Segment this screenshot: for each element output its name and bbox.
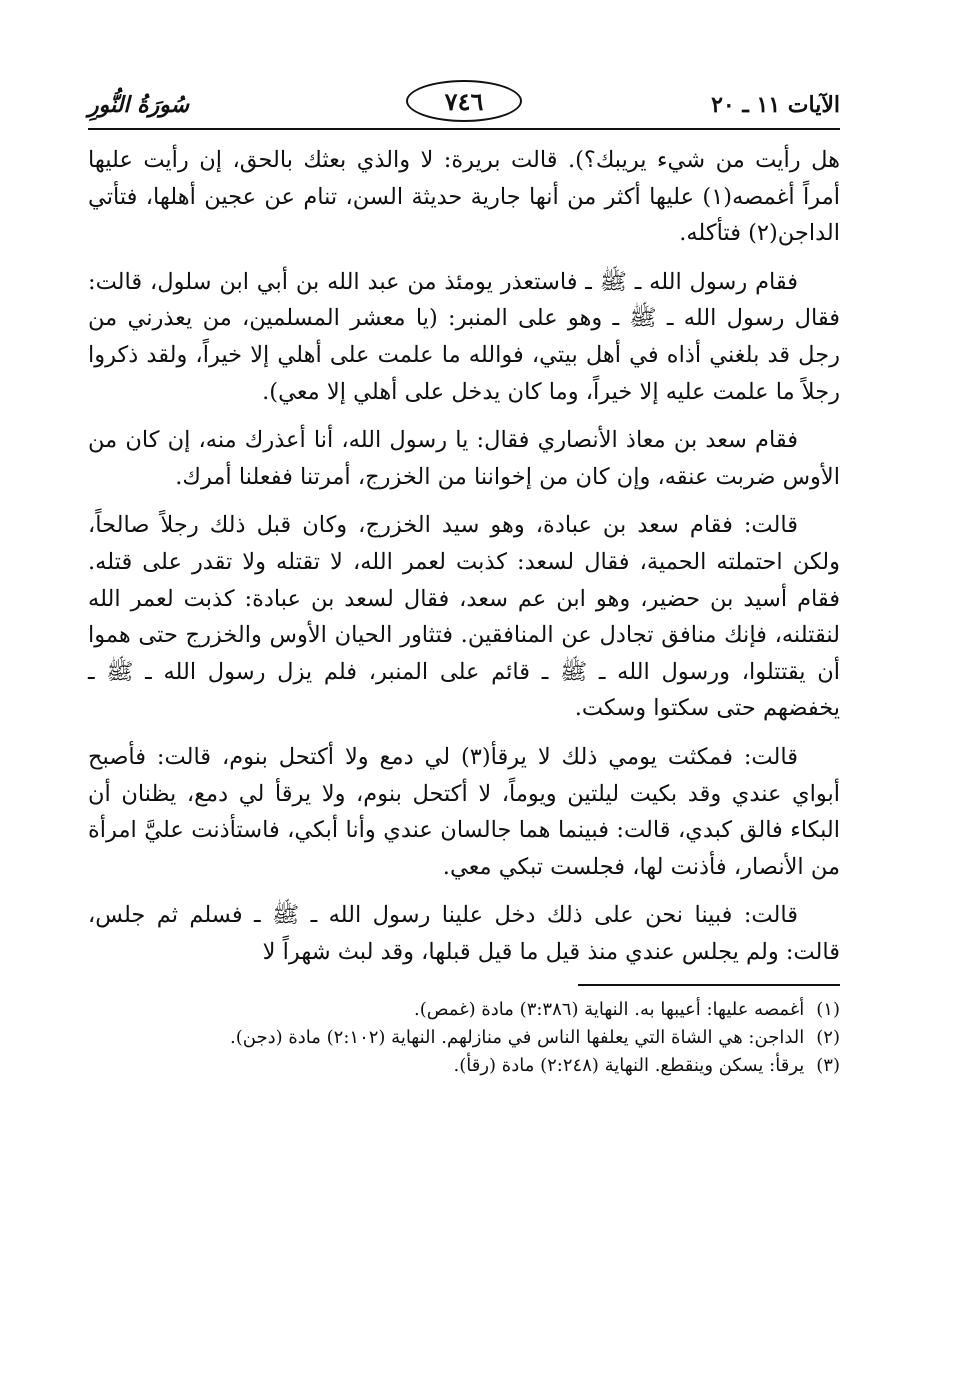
page-number-badge: ٧٤٦: [406, 80, 522, 122]
paragraph: فقام رسول الله ـ ﷺ ـ فاستعذر يومئذ من عبد الله بن أبي ابن سلول، قالت: فقال رسول الله ـ ﷺ ـ وهو على المنبر: (يا معشر المسلمين، من يعذرني من رجل قد بلغني أذاه في أهل بيتي، فوالله ما علمت على أهلي إلا خيراً، ولقد ذكروا رجلاً ما علمت عليه إلا خيراً، وما كان يدخل على أهلي إلا معي).: [88, 268, 840, 405]
footnote-item: [88, 1024, 840, 1052]
footnote-number: (٢): [816, 1027, 840, 1049]
paragraph: هل رأيت من شيء يريبك؟). قالت بريرة: لا والذي بعثك بالحق، إن رأيت عليها أمراً أغمصه(١) عليها أكثر من أنها جارية حديثة السن، تنام عن عجين أهلها، فتأتي الداجن(٢) فتأكله.: [88, 147, 841, 247]
book-page: [88, 78, 840, 1318]
surah-title: سُورَةُ النُّورِ: [88, 92, 190, 118]
footnote-item: [88, 1052, 840, 1080]
footnote-number: (٣): [816, 1055, 840, 1077]
footnote-number: (١): [816, 999, 840, 1021]
footnote-text: أغمصه عليها: أعيبها به. النهاية (٣:٣٨٦) مادة (غمص).: [414, 999, 805, 1021]
paragraph: قالت: فقام سعد بن عبادة، وهو سيد الخزرج، وكان قبل ذلك رجلاً صالحاً، ولكن احتملته الحمية، فقال لسعد: كذبت لعمر الله، لا تقتله ولا تقدر على قتله. فقام أسيد بن حضير، وهو ابن عم سعد، فقال لسعد بن عبادة: كذبت لعمر الله لنقتلنه، فإنك منافق تجادل عن المنافقين. فتثاور الحيان الأوس والخزرج حتى هموا أن يقتتلوا، ورسول الله ـ ﷺ ـ قائم على المنبر، فلم يزل رسول الله ـ ﷺ ـ يخفضهم حتى سكتوا وسكت.: [88, 512, 840, 722]
footnote-text: يرقأ: يسكن وينقطع. النهاية (٢:٢٤٨) مادة (رقأ).: [453, 1055, 805, 1077]
footnotes: [88, 996, 840, 1080]
main-text: [88, 142, 840, 970]
paragraph: فقام سعد بن معاذ الأنصاري فقال: يا رسول الله، أنا أعذرك منه، إن كان من الأوس ضربت عنقه، وإن كان من إخواننا من الخزرج، أمرتنا ففعلنا أمرك.: [88, 427, 840, 490]
footnote-separator: [578, 984, 840, 986]
page-header: [88, 78, 840, 130]
verses-range: الآيات ١١ ـ ٢٠: [711, 92, 840, 118]
paragraph: قالت: فبينا نحن على ذلك دخل علينا رسول الله ـ ﷺ ـ فسلم ثم جلس، قالت: ولم يجلس عندي منذ قيل ما قيل قبلها، وقد لبث شهراً لا: [88, 902, 840, 965]
footnote-text: الداجن: هي الشاة التي يعلفها الناس في منازلهم. النهاية (٢:١٠٢) مادة (دجن).: [230, 1027, 805, 1049]
paragraph: قالت: فمكثت يومي ذلك لا يرقأ(٣) لي دمع ولا أكتحل بنوم، قالت: فأصبح أبواي عندي وقد بكيت ليلتين ويوماً، لا أكتحل بنوم، ولا يرقأ لي دمع، يظنان أن البكاء فالق كبدي، قالت: فبينما هما جالسان عندي وأنا أبكي، فاستأذنت عليَّ امرأة من الأنصار، فأذنت لها، فجلست تبكي معي.: [88, 743, 840, 880]
footnote-item: [88, 996, 840, 1024]
